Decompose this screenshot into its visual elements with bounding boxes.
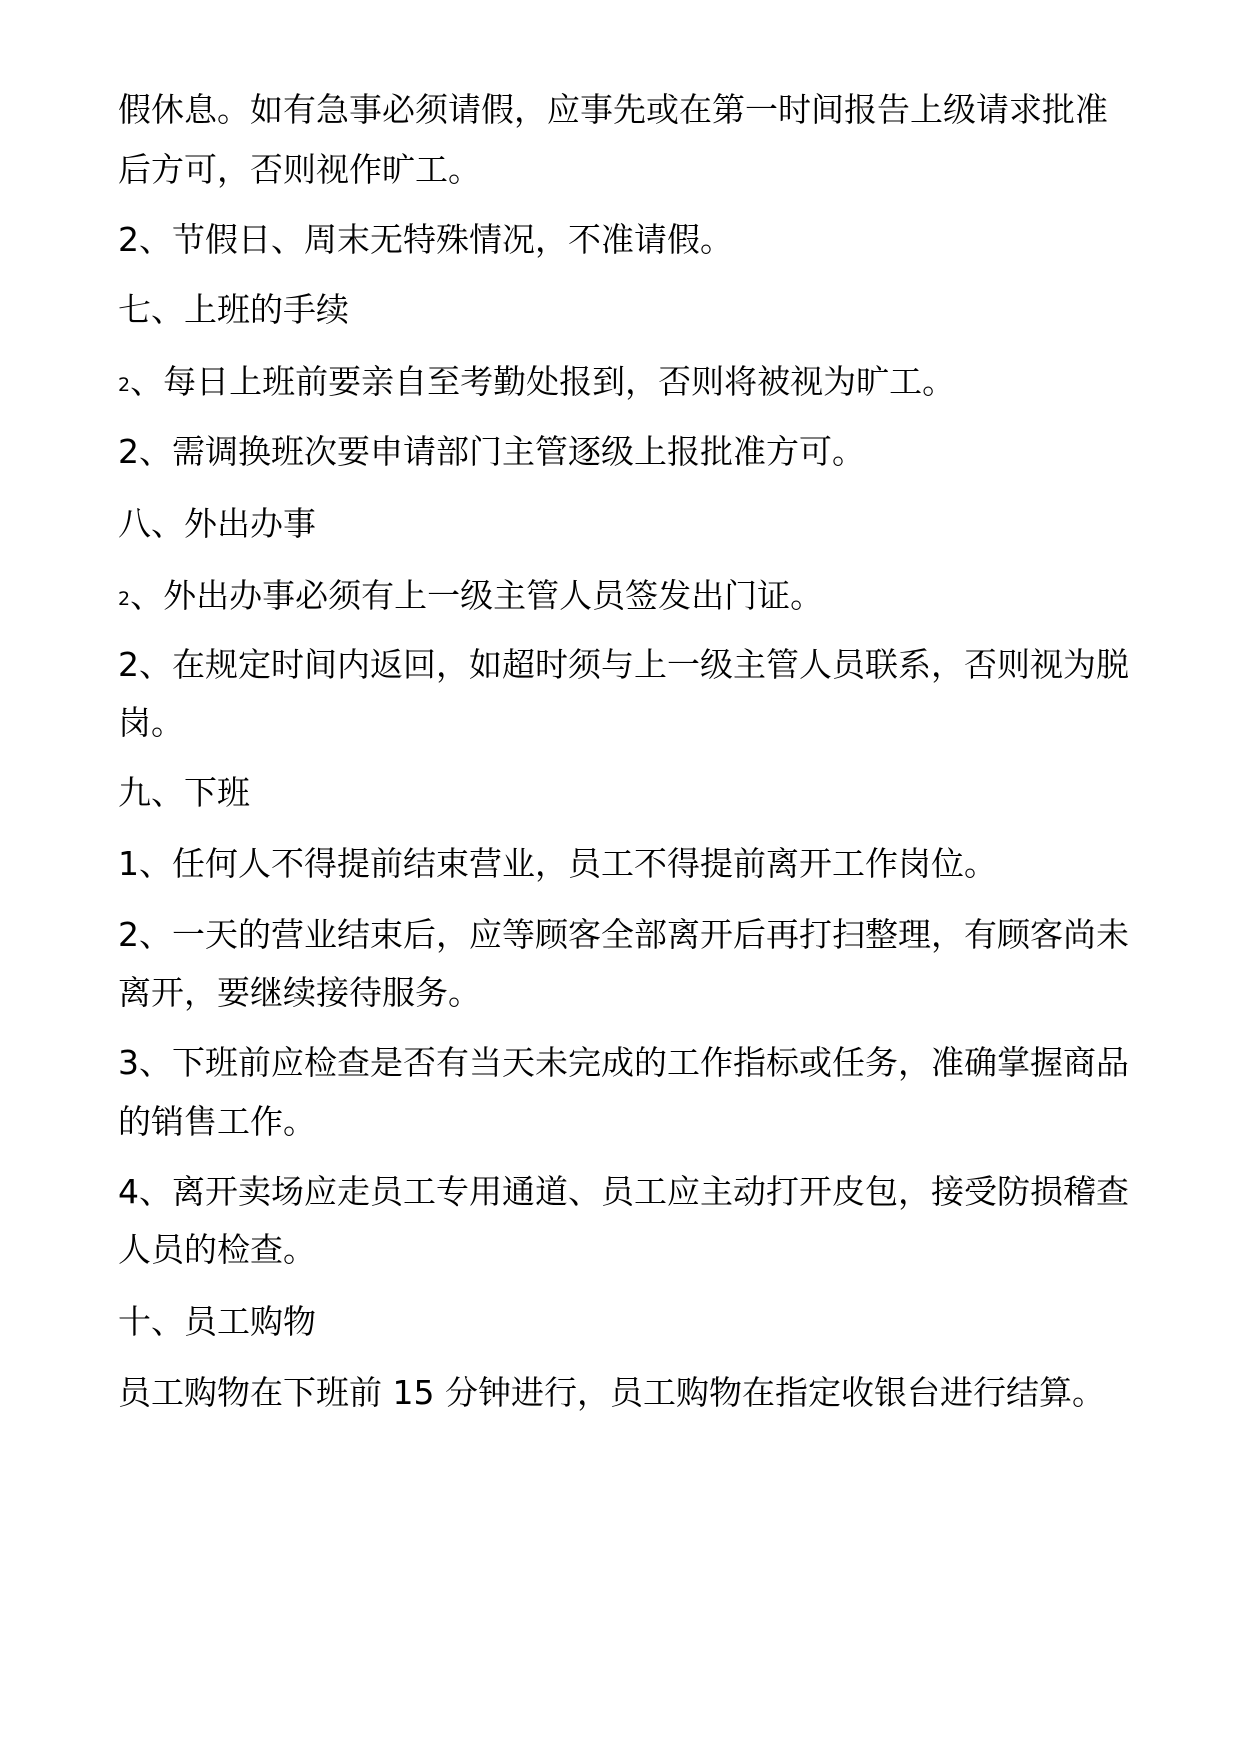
section-heading: 十、员工购物 — [118, 1302, 316, 1341]
paragraph-line: 假休息。如有急事必须请假，应事先或在第一时间报告上级请求批准 — [118, 90, 1108, 129]
list-item: 3、下班前应检查是否有当天未完成的工作指标或任务，准确掌握商品 — [118, 1043, 1129, 1082]
paragraph-line: 岗。 — [118, 703, 184, 742]
list-item — [118, 576, 823, 621]
list-item: 1、任何人不得提前结束营业，员工不得提前离开工作岗位。 — [118, 844, 997, 883]
list-item — [118, 362, 955, 407]
paragraph-line: 后方可，否则视作旷工。 — [118, 150, 481, 189]
list-item: 2、一天的营业结束后，应等顾客全部离开后再打扫整理，有顾客尚未 — [118, 915, 1129, 954]
section-heading: 七、上班的手续 — [118, 290, 349, 329]
paragraph-line: 的销售工作。 — [118, 1102, 316, 1141]
list-item: 4、离开卖场应走员工专用通道、员工应主动打开皮包，接受防损稽查 — [118, 1172, 1129, 1211]
list-item-text: 、外出办事必须有上一级主管人员签发出门证。 — [130, 576, 824, 615]
list-item: 2、需调换班次要申请部门主管逐级上报批准方可。 — [118, 432, 865, 471]
list-number: 2 — [118, 374, 131, 396]
list-item-text: 、每日上班前要亲自至考勤处报到，否则将被视为旷工。 — [130, 362, 956, 401]
paragraph-line: 离开，要继续接待服务。 — [118, 973, 481, 1012]
list-item: 2、在规定时间内返回，如超时须与上一级主管人员联系，否则视为脱 — [118, 645, 1129, 684]
list-item: 2、节假日、周末无特殊情况，不准请假。 — [118, 220, 733, 259]
section-heading: 八、外出办事 — [118, 504, 316, 543]
list-number: 2 — [118, 588, 131, 610]
paragraph-line: 人员的检查。 — [118, 1230, 316, 1269]
section-heading: 九、下班 — [118, 773, 250, 812]
paragraph-line: 员工购物在下班前 15 分钟进行，员工购物在指定收银台进行结算。 — [118, 1373, 1105, 1412]
